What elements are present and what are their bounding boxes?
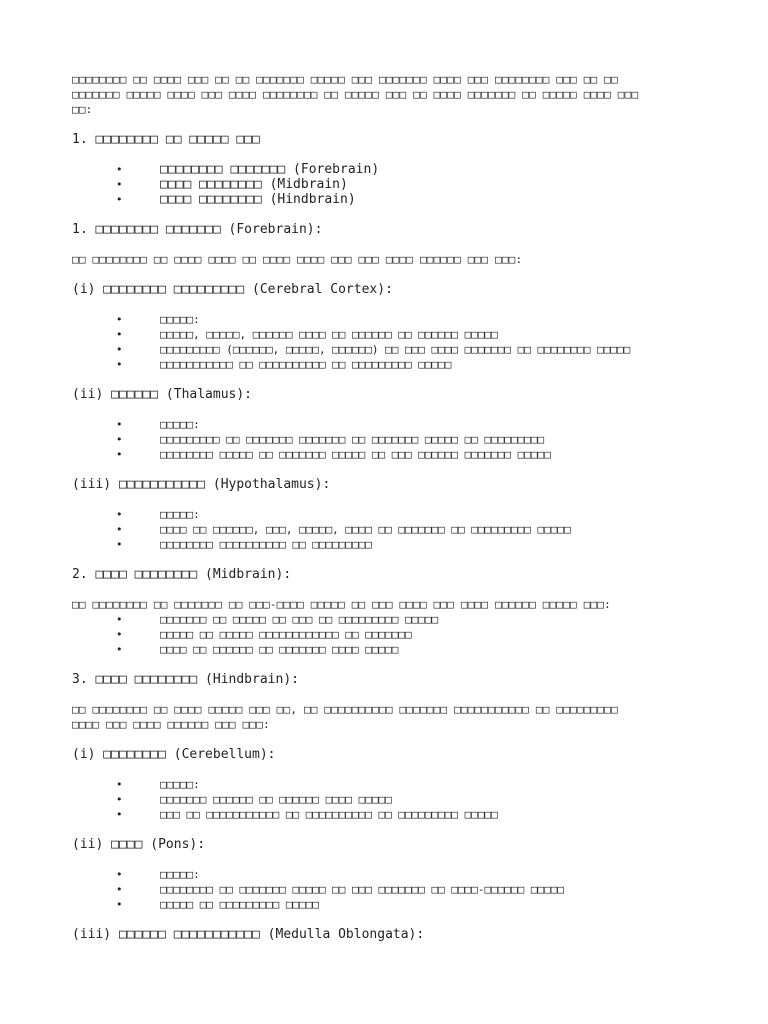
list-item: • □□□□□: xyxy=(116,868,200,881)
list-item: • □□□□□□□□□ (□□□□□□, □□□□□, □□□□□□) □□ □□□ □□□□ □□□□□□□ □□ □□□□□□□□ □□□□□ xyxy=(116,343,631,356)
thalamus-list xyxy=(72,417,712,462)
thalamus-heading: (ii) □□□□□□ (Thalamus): xyxy=(72,387,253,402)
cerebral-cortex-heading: (i) □□□□□□□□ □□□□□□□□□ (Cerebral Cortex): xyxy=(72,282,393,297)
bullet-icon: • xyxy=(116,328,123,341)
bullet-icon: • xyxy=(116,358,123,371)
hindbrain-description-line-2: □□□□ □□□ □□□□ □□□□□□ □□□ □□□: xyxy=(72,718,270,731)
document-page xyxy=(72,72,712,943)
list-item: • □□□□□□□□□ □□ □□□□□□□ □□□□□□□ □□ □□□□□□□ □□□□□ □□ □□□□□□□□□ xyxy=(116,433,545,446)
bullet-icon: • xyxy=(116,508,123,521)
list-item: • □□□□□□□ □□ □□□□□ □□ □□□ □□ □□□□□□□□□ □□□□□ xyxy=(116,613,439,626)
hindbrain-description-line-1: □□ □□□□□□□□ □□ □□□□ □□□□□ □□□ □□, □□ □□□□□□□□□□ □□□□□□□ □□□□□□□□□□□ □□ □□□□□□□□□ xyxy=(72,703,618,716)
bullet-icon: • xyxy=(116,793,123,806)
midbrain-list xyxy=(72,612,712,657)
list-item: • □□□□□: xyxy=(116,313,200,326)
list-item: • □□□□ □□ □□□□□□, □□□, □□□□□, □□□□ □□ □□□□□□□ □□ □□□□□□□□□ □□□□□ xyxy=(116,523,571,536)
list-item: • □□□□□□□□ □□□□□□□ (Forebrain) xyxy=(116,162,380,177)
cerebellum-list xyxy=(72,777,712,822)
list-item: • □□□□ □□□□□□□□ (Hindbrain) xyxy=(116,192,356,207)
bullet-icon: • xyxy=(116,613,123,626)
bullet-icon: • xyxy=(116,193,123,206)
midbrain-description: □□ □□□□□□□□ □□ □□□□□□□ □□ □□□-□□□□ □□□□□ □□ □□□ □□□□ □□□ □□□□ □□□□□□ □□□□□ □□□: xyxy=(72,598,611,611)
list-item: • □□□□□: xyxy=(116,778,200,791)
list-item: • □□□ □□ □□□□□□□□□□□ □□ □□□□□□□□□□ □□ □□□□□□□□□ □□□□□ xyxy=(116,808,498,821)
list-item: • □□□□ □□ □□□□□□ □□ □□□□□□□ □□□□ □□□□□ xyxy=(116,643,399,656)
list-item: • □□□□□: xyxy=(116,508,200,521)
bullet-icon: • xyxy=(116,523,123,536)
bullet-icon: • xyxy=(116,313,123,326)
bullet-icon: • xyxy=(116,418,123,431)
list-item: • □□□□□□□□ □□ □□□□□□□ □□□□□ □□ □□□ □□□□□□□ □□ □□□□-□□□□□□ □□□□□ xyxy=(116,883,564,896)
list-item: • □□□□ □□□□□□□□ (Midbrain) xyxy=(116,177,348,192)
cerebral-cortex-list xyxy=(72,312,712,372)
cerebellum-heading: (i) □□□□□□□□ (Cerebellum): xyxy=(72,747,276,762)
bullet-icon: • xyxy=(116,628,123,641)
bullet-icon: • xyxy=(116,868,123,881)
bullet-icon: • xyxy=(116,433,123,446)
bullet-icon: • xyxy=(116,778,123,791)
list-item: • □□□□□□□□ □□□□□□□□□□ □□ □□□□□□□□□ xyxy=(116,538,372,551)
bullet-icon: • xyxy=(116,538,123,551)
list-item: • □□□□□: xyxy=(116,418,200,431)
bullet-icon: • xyxy=(116,898,123,911)
intro-line-1: □□□□□□□□ □□ □□□□ □□□ □□ □□ □□□□□□□ □□□□□ □□□ □□□□□□□ □□□□ □□□ □□□□□□□□ □□□ □□ □□ xyxy=(72,73,618,86)
intro-line-2: □□□□□□□ □□□□□ □□□□ □□□ □□□□ □□□□□□□□ □□ □□□□□ □□□ □□ □□□□ □□□□□□□ □□ □□□□□ □□□□ □□□ xyxy=(72,88,639,101)
hypothalamus-heading: (iii) □□□□□□□□□□□ (Hypothalamus): xyxy=(72,477,331,492)
pons-list xyxy=(72,867,712,912)
midbrain-heading: 2. □□□□ □□□□□□□□ (Midbrain): xyxy=(72,567,292,582)
bullet-icon: • xyxy=(116,178,123,191)
bullet-icon: • xyxy=(116,808,123,821)
hypothalamus-list xyxy=(72,507,712,552)
list-item: • □□□□□ □□ □□□□□□□□□ □□□□□ xyxy=(116,898,319,911)
list-item: • □□□□□□□ □□□□□□ □□ □□□□□□ □□□□ □□□□□ xyxy=(116,793,392,806)
bullet-icon: • xyxy=(116,343,123,356)
list-item: • □□□□□□□□□□□ □□ □□□□□□□□□□ □□ □□□□□□□□□ □□□□□ xyxy=(116,358,452,371)
hindbrain-heading: 3. □□□□ □□□□□□□□ (Hindbrain): xyxy=(72,672,299,687)
brain-parts-list xyxy=(72,162,712,207)
bullet-icon: • xyxy=(116,643,123,656)
bullet-icon: • xyxy=(116,163,123,176)
medulla-heading: (iii) □□□□□□ □□□□□□□□□□□ (Medulla Oblongata): xyxy=(72,927,425,942)
intro-line-3: □□: xyxy=(72,103,93,116)
list-item: • □□□□□, □□□□□, □□□□□□ □□□□ □□ □□□□□□ □□ □□□□□□ □□□□□ xyxy=(116,328,498,341)
bullet-icon: • xyxy=(116,883,123,896)
list-item: • □□□□□□□□ □□□□□ □□ □□□□□□□ □□□□□ □□ □□□ □□□□□□ □□□□□□□ □□□□□ xyxy=(116,448,551,461)
forebrain-description: □□ □□□□□□□□ □□ □□□□ □□□□ □□ □□□□ □□□□ □□□ □□□ □□□□ □□□□□□ □□□ □□□: xyxy=(72,253,523,266)
bullet-icon: • xyxy=(116,448,123,461)
forebrain-heading: 1. □□□□□□□□ □□□□□□□ (Forebrain): xyxy=(72,222,323,237)
pons-heading: (ii) □□□□ (Pons): xyxy=(72,837,206,852)
brain-parts-heading: 1. □□□□□□□□ □□ □□□□□ □□□ xyxy=(72,132,260,147)
list-item: • □□□□□ □□ □□□□□ □□□□□□□□□□□□ □□ □□□□□□□ xyxy=(116,628,412,641)
